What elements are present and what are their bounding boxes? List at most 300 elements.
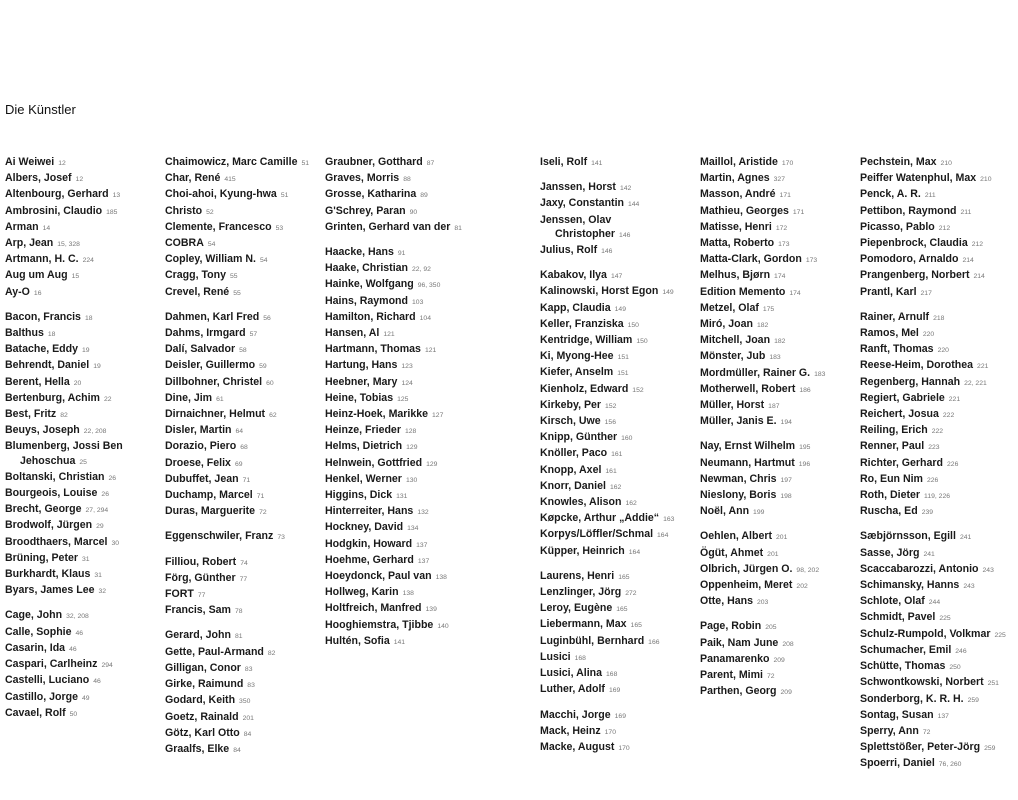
page-ref: 152 xyxy=(632,386,644,394)
artist-name: Haacke, Hans xyxy=(325,246,394,259)
page-ref: 137 xyxy=(417,557,430,565)
page-ref: 168 xyxy=(574,654,586,662)
artist-name: Copley, William N. xyxy=(165,253,256,266)
page-ref: 211 xyxy=(960,208,972,216)
artist-name: Otte, Hans xyxy=(700,595,753,608)
artist-entry xyxy=(165,456,323,472)
artist-name: Arman xyxy=(5,220,39,233)
page-ref: 162 xyxy=(625,500,637,508)
page-ref: 98, 202 xyxy=(796,566,820,574)
page-ref: 171 xyxy=(779,192,791,200)
artist-name: Rainer, Arnulf xyxy=(860,310,930,323)
artist-entry xyxy=(540,243,698,259)
artist-entry xyxy=(540,463,698,479)
page-ref: 32 xyxy=(98,588,107,596)
page-ref: 182 xyxy=(756,322,769,330)
page-ref: 175 xyxy=(762,305,775,313)
artist-name: Schmidt, Pavel xyxy=(860,611,936,624)
page-ref: 251 xyxy=(987,680,999,688)
artist-name: Ambrosini, Claudio xyxy=(5,204,103,217)
artist-name: COBRA xyxy=(165,237,204,250)
artist-name: Graves, Morris xyxy=(325,172,400,185)
artist-entry xyxy=(860,708,1018,724)
artist-name: Ay-O xyxy=(5,285,30,298)
artist-name: Helnwein, Gottfried xyxy=(325,456,423,469)
artist-entry xyxy=(540,601,698,617)
page-ref: 185 xyxy=(106,208,118,216)
artist-entry xyxy=(165,571,323,587)
artist-name: Grinten, Gerhard van der xyxy=(325,220,451,233)
page-ref: 46 xyxy=(75,629,84,637)
artist-entry xyxy=(860,643,1018,659)
artist-name: Müller, Janis E. xyxy=(700,415,777,428)
page-ref: 31 xyxy=(94,572,102,580)
artist-name: Keller, Franziska xyxy=(540,317,624,330)
page-ref: 212 xyxy=(938,224,951,232)
artist-name: Bertenburg, Achim xyxy=(5,391,100,404)
page-ref: 82 xyxy=(60,412,68,420)
page-ref: 53 xyxy=(275,224,284,232)
artist-entry xyxy=(860,220,1018,236)
artist-name: Knowles, Alison xyxy=(540,496,622,509)
artist-name: Knopp, Axel xyxy=(540,463,602,476)
artist-name: Prantl, Karl xyxy=(860,285,917,298)
artist-name: Hockney, David xyxy=(325,521,404,534)
artist-entry xyxy=(700,578,858,594)
page-ref: 138 xyxy=(435,574,447,582)
page-ref: 103 xyxy=(412,298,424,306)
artist-name: Roth, Dieter xyxy=(860,489,921,502)
artist-entry xyxy=(325,423,483,439)
artist-name: Neumann, Hartmut xyxy=(700,456,795,469)
page-ref: 26 xyxy=(108,474,117,482)
artist-name: Berent, Hella xyxy=(5,375,70,388)
artist-entry xyxy=(540,284,698,300)
artist-name: Götz, Karl Otto xyxy=(165,726,240,739)
artist-entry xyxy=(860,610,1018,626)
artist-name: Christopher xyxy=(555,227,616,240)
page-ref: 201 xyxy=(776,534,788,542)
artist-name: Heinze, Frieder xyxy=(325,424,401,437)
artist-entry xyxy=(165,171,323,187)
artist-entry xyxy=(165,488,323,504)
artist-name: Metzel, Olaf xyxy=(700,301,759,314)
artist-entry xyxy=(165,342,323,358)
artist-name: Leroy, Eugène xyxy=(540,602,613,615)
artist-name: Henkel, Werner xyxy=(325,472,402,485)
page-ref: 71 xyxy=(256,493,265,501)
page-ref: 137 xyxy=(416,541,428,549)
artist-entry xyxy=(540,414,698,430)
artist-name: Nay, Ernst Wilhelm xyxy=(700,440,796,453)
artist-name: Jenssen, Olav xyxy=(540,213,612,226)
artist-entry xyxy=(165,236,323,252)
artist-name: Disler, Martin xyxy=(165,424,232,437)
artist-name: Spoerri, Daniel xyxy=(860,757,935,770)
artist-entry xyxy=(700,619,858,635)
artist-name: Girke, Raimund xyxy=(165,678,244,691)
artist-entry xyxy=(860,342,1018,358)
artist-name: Ranft, Thomas xyxy=(860,343,934,356)
page-ref: 161 xyxy=(605,467,617,475)
artist-name: Beuys, Joseph xyxy=(5,424,80,437)
page-ref: 121 xyxy=(424,347,437,355)
artist-entry xyxy=(165,710,323,726)
page-ref: 250 xyxy=(949,664,961,672)
page-ref: 201 xyxy=(242,714,254,722)
artist-entry xyxy=(540,740,698,756)
artist-name: Oppenheim, Meret xyxy=(700,579,793,592)
page-ref: 259 xyxy=(984,745,996,753)
artist-entry xyxy=(5,310,163,326)
artist-name: Dirnaichner, Helmut xyxy=(165,408,266,421)
artist-entry xyxy=(5,187,163,203)
artist-entry xyxy=(5,706,163,722)
index-column xyxy=(700,155,858,710)
page-ref: 198 xyxy=(780,493,792,501)
page-ref: 208 xyxy=(782,640,794,648)
artist-name: Sperry, Ann xyxy=(860,724,919,737)
page-ref: 221 xyxy=(948,395,961,403)
letter-group xyxy=(540,268,698,560)
artist-entry xyxy=(540,382,698,398)
page-ref: 221 xyxy=(977,363,989,371)
artist-entry xyxy=(325,488,483,504)
index-column xyxy=(165,155,323,767)
page-ref: 51 xyxy=(280,192,289,200)
page-ref: 55 xyxy=(230,273,238,281)
page-ref: 222 xyxy=(942,412,955,420)
artist-entry xyxy=(165,587,323,603)
page-ref: 214 xyxy=(962,257,974,265)
page-ref: 58 xyxy=(239,347,247,355)
artist-name: Holtfreich, Manfred xyxy=(325,602,422,615)
artist-entry xyxy=(540,479,698,495)
artist-entry xyxy=(860,171,1018,187)
artist-entry xyxy=(325,245,483,261)
artist-name: Pomodoro, Arnaldo xyxy=(860,253,959,266)
artist-name: Gerard, John xyxy=(165,629,231,642)
artist-entry xyxy=(5,502,163,518)
artist-entry xyxy=(860,488,1018,504)
artist-entry xyxy=(325,601,483,617)
artist-name: Batache, Eddy xyxy=(5,343,79,356)
page-ref: 55 xyxy=(233,289,241,297)
artist-name: Parthen, Georg xyxy=(700,685,777,698)
artist-name: Regiert, Gabriele xyxy=(860,391,945,404)
artist-entry xyxy=(325,504,483,520)
artist-name: Brodwolf, Jürgen xyxy=(5,519,93,532)
page-ref: 60 xyxy=(266,379,274,387)
artist-name: Piepenbrock, Claudia xyxy=(860,237,968,250)
index-column xyxy=(540,155,698,765)
page-ref: 51 xyxy=(301,160,310,167)
index-column xyxy=(5,155,163,731)
page-ref: 15 xyxy=(71,273,80,281)
page-ref: 151 xyxy=(617,370,629,378)
artist-entry xyxy=(860,472,1018,488)
artist-entry xyxy=(165,645,323,661)
page-ref: 224 xyxy=(82,257,94,265)
artist-name: Regenberg, Hannah xyxy=(860,375,961,388)
page-ref: 83 xyxy=(244,665,253,673)
artist-entry xyxy=(860,692,1018,708)
artist-entry xyxy=(325,569,483,585)
artist-name: Schütte, Thomas xyxy=(860,660,946,673)
artist-entry xyxy=(165,155,323,171)
artist-entry xyxy=(860,439,1018,455)
artist-entry xyxy=(325,155,483,171)
artist-name: Higgins, Dick xyxy=(325,489,393,502)
page-ref: 22 xyxy=(103,395,112,403)
artist-entry xyxy=(700,220,858,236)
artist-entry xyxy=(165,326,323,342)
artist-entry xyxy=(5,454,163,470)
page-ref: 90 xyxy=(409,208,418,216)
artist-name: Castillo, Jorge xyxy=(5,690,78,703)
page-ref: 220 xyxy=(937,347,949,355)
artist-entry xyxy=(325,375,483,391)
artist-name: Cragg, Tony xyxy=(165,269,227,282)
page-ref: 327 xyxy=(773,176,785,184)
page-ref: 170 xyxy=(618,744,630,752)
artist-entry xyxy=(5,551,163,567)
artist-entry xyxy=(5,252,163,268)
page-ref: 147 xyxy=(610,273,623,281)
artist-entry xyxy=(540,617,698,633)
page-ref: 128 xyxy=(404,428,417,436)
page-ref: 160 xyxy=(621,435,633,443)
artist-entry xyxy=(5,236,163,252)
artist-name: Calle, Sophie xyxy=(5,625,72,638)
artist-name: Hultén, Sofia xyxy=(325,634,390,647)
page-ref: 81 xyxy=(454,224,462,232)
page-ref: 142 xyxy=(619,185,632,193)
artist-entry xyxy=(165,268,323,284)
artist-entry xyxy=(540,544,698,560)
artist-entry xyxy=(700,285,858,301)
artist-name: Dahmen, Karl Fred xyxy=(165,310,260,323)
artist-name: Dorazio, Piero xyxy=(165,440,237,453)
artist-name: Schumacher, Emil xyxy=(860,643,952,656)
page-ref: 22, 221 xyxy=(964,379,987,387)
artist-entry xyxy=(540,155,698,171)
artist-name: Knöller, Paco xyxy=(540,447,608,460)
artist-name: Casarin, Ida xyxy=(5,641,66,654)
artist-entry xyxy=(5,641,163,657)
page-ref: 82 xyxy=(267,649,276,657)
page-ref: 134 xyxy=(407,525,419,533)
artist-entry xyxy=(5,285,163,301)
letter-group xyxy=(5,608,163,721)
page-ref: 150 xyxy=(636,338,648,346)
artist-entry xyxy=(540,398,698,414)
artist-entry xyxy=(165,407,323,423)
artist-name: Haake, Christian xyxy=(325,262,409,275)
page-ref: 46 xyxy=(69,645,77,653)
artist-name: Sæbjörnsson, Egill xyxy=(860,530,956,543)
page-ref: 83 xyxy=(247,682,255,690)
artist-name: Mathieu, Georges xyxy=(700,204,789,217)
artist-name: Martin, Agnes xyxy=(700,172,770,185)
page-ref: 22, 208 xyxy=(83,428,107,436)
artist-name: Cavael, Rolf xyxy=(5,706,66,719)
artist-entry xyxy=(5,268,163,284)
page-ref: 84 xyxy=(233,746,241,754)
artist-entry xyxy=(325,472,483,488)
artist-entry xyxy=(540,527,698,543)
page-ref: 26 xyxy=(101,491,109,499)
page-ref: 222 xyxy=(931,428,944,436)
artist-entry xyxy=(325,634,483,650)
artist-name: Graalfs, Elke xyxy=(165,742,230,755)
page-ref: 57 xyxy=(249,331,258,339)
letter-group xyxy=(165,310,323,521)
artist-entry xyxy=(5,486,163,502)
artist-entry xyxy=(860,546,1018,562)
artist-entry xyxy=(325,358,483,374)
artist-name: Helms, Dietrich xyxy=(325,440,403,453)
artist-name: Mitchell, Joan xyxy=(700,334,771,347)
artist-name: Prangenberg, Norbert xyxy=(860,269,970,282)
page-ref: 196 xyxy=(798,460,811,468)
artist-entry xyxy=(165,204,323,220)
artist-name: Luther, Adolf xyxy=(540,683,605,696)
artist-entry xyxy=(325,261,483,277)
artist-name: Gilligan, Conor xyxy=(165,661,241,674)
artist-entry xyxy=(165,220,323,236)
artist-entry xyxy=(540,317,698,333)
artist-entry xyxy=(325,310,483,326)
artist-name: Sonderborg, K. R. H. xyxy=(860,692,964,705)
page-ref: 19 xyxy=(82,347,90,355)
page-ref: 173 xyxy=(805,257,818,265)
artist-entry xyxy=(700,684,858,700)
artist-name: Schwontkowski, Norbert xyxy=(860,676,984,689)
page-ref: 139 xyxy=(425,606,437,614)
artist-entry xyxy=(5,518,163,534)
page-ref: 165 xyxy=(630,622,642,630)
page-ref: 129 xyxy=(406,444,418,452)
page-ref: 69 xyxy=(234,460,243,468)
artist-name: Kalinowski, Horst Egon xyxy=(540,285,659,298)
artist-name: Panamarenko xyxy=(700,652,770,665)
letter-group xyxy=(860,155,1018,301)
page-ref: 59 xyxy=(259,363,267,371)
page-ref: 14 xyxy=(42,224,51,232)
artist-name: Kentridge, William xyxy=(540,334,633,347)
artist-entry xyxy=(325,277,483,293)
artist-name: Korpys/Löffler/Schmal xyxy=(540,528,654,541)
artist-name: Byars, James Lee xyxy=(5,584,95,597)
artist-entry xyxy=(5,673,163,689)
artist-name: Kiefer, Anselm xyxy=(540,366,614,379)
page-ref: 49 xyxy=(82,694,90,702)
artist-entry xyxy=(5,439,163,453)
artist-entry xyxy=(700,652,858,668)
page-ref: 217 xyxy=(920,289,932,297)
page-ref: 72 xyxy=(767,673,775,681)
artist-name: Deisler, Guillermo xyxy=(165,359,256,372)
page-ref: 164 xyxy=(628,548,641,556)
artist-entry xyxy=(540,365,698,381)
artist-entry xyxy=(165,375,323,391)
artist-entry xyxy=(325,187,483,203)
artist-name: Kirkeby, Per xyxy=(540,398,602,411)
letter-group xyxy=(700,439,858,520)
artist-name: Goetz, Rainald xyxy=(165,710,239,723)
artist-name: Pettibon, Raymond xyxy=(860,204,957,217)
page-ref: 171 xyxy=(792,208,805,216)
artist-name: Kirsch, Uwe xyxy=(540,415,601,428)
artist-entry xyxy=(700,268,858,284)
artist-name: Behrendt, Daniel xyxy=(5,359,90,372)
artist-name: Macchi, Jorge xyxy=(540,708,611,721)
artist-name: Janssen, Horst xyxy=(540,181,616,194)
artist-entry xyxy=(325,204,483,220)
page-ref: 121 xyxy=(383,331,395,339)
artist-name: Hollweg, Karin xyxy=(325,586,399,599)
letter-group xyxy=(700,529,858,610)
artist-entry xyxy=(5,690,163,706)
letter-group xyxy=(165,155,323,301)
artist-entry xyxy=(700,439,858,455)
artist-name: Mönster, Jub xyxy=(700,350,766,363)
artist-entry xyxy=(700,414,858,430)
artist-name: Picasso, Pablo xyxy=(860,220,935,233)
letter-group xyxy=(325,155,483,236)
page-ref: 172 xyxy=(775,224,788,232)
artist-entry xyxy=(325,456,483,472)
artist-entry xyxy=(860,285,1018,301)
artist-entry xyxy=(700,252,858,268)
page-ref: 119, 226 xyxy=(924,493,950,501)
artist-entry xyxy=(540,650,698,666)
artist-entry xyxy=(860,391,1018,407)
artist-name: Hartung, Hans xyxy=(325,359,398,372)
page-ref: 212 xyxy=(971,241,984,249)
artist-entry xyxy=(540,196,698,212)
page-ref: 130 xyxy=(405,476,418,484)
letter-group xyxy=(165,529,323,545)
page-ref: 174 xyxy=(789,289,801,297)
page-ref: 146 xyxy=(601,248,613,256)
artist-entry xyxy=(540,268,698,284)
artist-entry xyxy=(325,220,483,236)
page-ref: 149 xyxy=(662,289,674,297)
page-ref: 272 xyxy=(625,590,637,598)
artist-entry xyxy=(700,171,858,187)
artist-name: Motherwell, Robert xyxy=(700,382,796,395)
index-column xyxy=(860,155,1018,782)
artist-name: Penck, A. R. xyxy=(860,188,921,201)
artist-name: Julius, Rolf xyxy=(540,244,598,257)
page-ref: 20 xyxy=(73,379,82,387)
artist-entry xyxy=(165,285,323,301)
artist-name: Chaimowicz, Marc Camille xyxy=(165,156,298,168)
page-ref: 32, 208 xyxy=(66,613,89,621)
page-ref: 91 xyxy=(397,250,406,258)
page-ref: 61 xyxy=(216,395,224,403)
page-ref: 78 xyxy=(234,608,243,616)
artist-name: FORT xyxy=(165,588,194,601)
page-ref: 209 xyxy=(773,656,785,664)
artist-name: Burkhardt, Klaus xyxy=(5,568,91,581)
page-ref: 165 xyxy=(618,573,630,581)
index-column xyxy=(325,155,483,659)
page-ref: 46 xyxy=(93,678,101,686)
artist-name: Oehlen, Albert xyxy=(700,530,773,543)
